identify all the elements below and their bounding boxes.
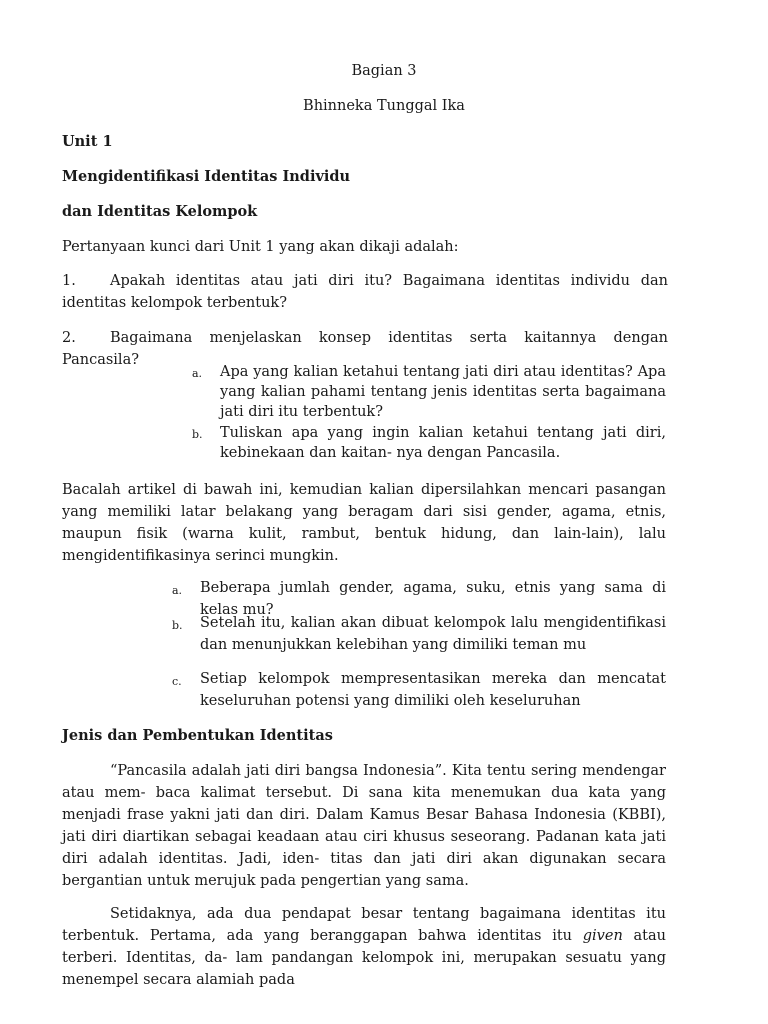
unit-label: Unit 1 — [62, 133, 113, 150]
paragraph-1: “Pancasila adalah jati diri bangsa Indonesia”. Kita tentu sering mendengar atau mem- baca kalimat tersebut. Di sana kita menemukan dua kata yang menjadi frase yakni jati dan diri. Dalam Kamus Besar Bahasa Indonesia (KBBI), jati diri diartikan sebagai keadaan atau ciri khusus seseorang. Padanan kata jati diri adalah identitas. Jadi, iden- titas dan jati diri akan digunakan secara bergantian untuk merujuk pada pengertian yang sama. — [62, 763, 666, 889]
chapter-title: Bhinneka Tunggal Ika — [303, 98, 465, 114]
question-number: 2. — [62, 330, 76, 346]
question-number: 1. — [62, 273, 76, 289]
reading-instruction: Bacalah artikel di bawah ini, kemudian kalian dipersilahkan mencari pasangan yang memiliki latar belakang yang beragam dari sisi gender, agama, etnis, maupun fisik (warna kulit, rambut, bentuk hidung, dan lain-lain), lalu mengidentifikasinya serinci mungkin. — [62, 482, 666, 564]
activity-c — [172, 668, 666, 712]
list-text: Apa yang kalian ketahui tentang jati diri atau identitas? Apa yang kalian pahami tentang jenis identitas serta bagaimana jati diri itu terbentuk? — [220, 364, 666, 420]
list-label: b. — [192, 428, 203, 441]
activity-b — [172, 612, 666, 656]
question-1 — [62, 270, 668, 314]
section-heading: Jenis dan Pembentukan Identitas — [62, 727, 333, 744]
paragraph-2-text-after: atau terberi. Identitas, da- lam pandangan kelompok ini, merupakan sesuatu yang menempel secara alamiah pada — [62, 928, 666, 988]
list-label: a. — [192, 367, 203, 380]
list-text: Beberapa jumlah gender, agama, suku, etnis yang sama di kelas mu? — [200, 580, 666, 618]
list-text: Tuliskan apa yang ingin kalian ketahui tentang jati diri, kebinekaan dan kaitan- nya dengan Pancasila. — [220, 425, 666, 461]
unit-title-line-1: Mengidentifikasi Identitas Individu — [62, 168, 351, 185]
intro-text: Pertanyaan kunci dari Unit 1 yang akan dikaji adalah: — [62, 239, 459, 255]
list-label: b. — [172, 619, 183, 632]
list-label: a. — [172, 584, 183, 597]
list-text: Setiap kelompok mempresentasikan mereka dan mencatat keseluruhan potensi yang dimiliki oleh keseluruhan — [200, 671, 666, 709]
sub-question-b — [192, 423, 666, 463]
unit-title-line-2: dan Identitas Kelompok — [62, 203, 258, 220]
paragraph-2-italic-term: given — [582, 928, 623, 944]
sub-question-a — [192, 362, 666, 422]
question-text: Apakah identitas atau jati diri itu? Bagaimana identitas individu dan identitas kelompok terbentuk? — [62, 273, 668, 311]
paragraph-2-text-before: Setidaknya, ada dua pendapat besar tentang bagaimana identitas itu terbentuk. Pertama, ada yang beranggapan bahwa identitas itu — [62, 906, 666, 944]
list-label: c. — [172, 675, 182, 688]
part-label: Bagian 3 — [351, 63, 417, 79]
question-text: Bagaimana menjelaskan konsep identitas serta kaitannya dengan Pancasila? — [62, 330, 668, 368]
paragraph-2 — [62, 903, 666, 991]
list-text: Setelah itu, kalian akan dibuat kelompok lalu mengidentifikasi dan menunjukkan kelebihan yang dimiliki teman mu — [200, 615, 666, 653]
